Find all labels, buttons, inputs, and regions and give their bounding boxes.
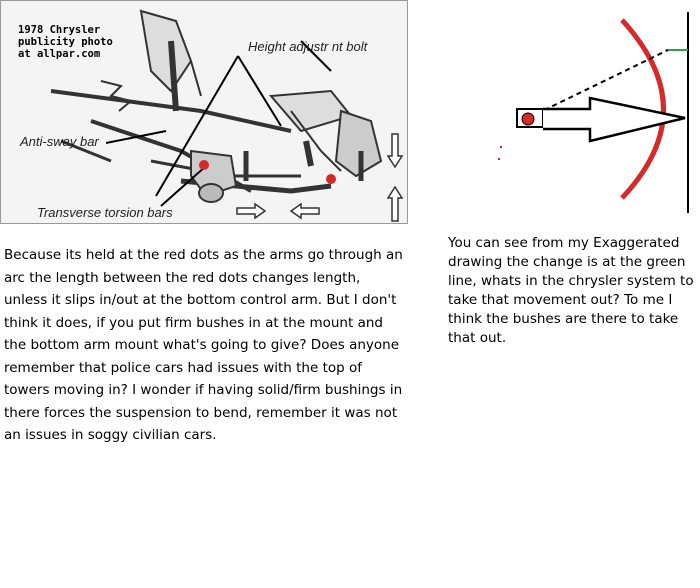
- exaggerated-drawing: [480, 0, 700, 224]
- photo-caption: 1978 Chrysler publicity photo at allpar.com: [18, 24, 113, 60]
- height-bolt-label: Height adjustr nt bolt: [248, 39, 368, 54]
- right-paragraph: You can see from my Exaggerated drawing the change is at the green line, whats in the chrysler system to take that movement out? To me I think the bushes are there to take that out.: [448, 235, 694, 346]
- red-dot: [522, 113, 534, 125]
- anti-sway-label: Anti-sway bar: [20, 134, 99, 149]
- left-paragraph: Because its held at the red dots as the arms go through an arc the length between the red dots changes length, unless it slips in/out at the bottom control arm. But I don't think it does, if you put firm bushes in at the mount and the bottom arm mount what's going to give? Does anyone remember that police cars had issues with the top of towers moving in? I wonder if having solid/firm bushings in there forces the suspension to bend, remember it was not an issues in soggy civilian cars.: [4, 247, 403, 443]
- suspension-photo: [0, 0, 408, 224]
- torsion-label: Transverse torsion bars: [37, 205, 173, 220]
